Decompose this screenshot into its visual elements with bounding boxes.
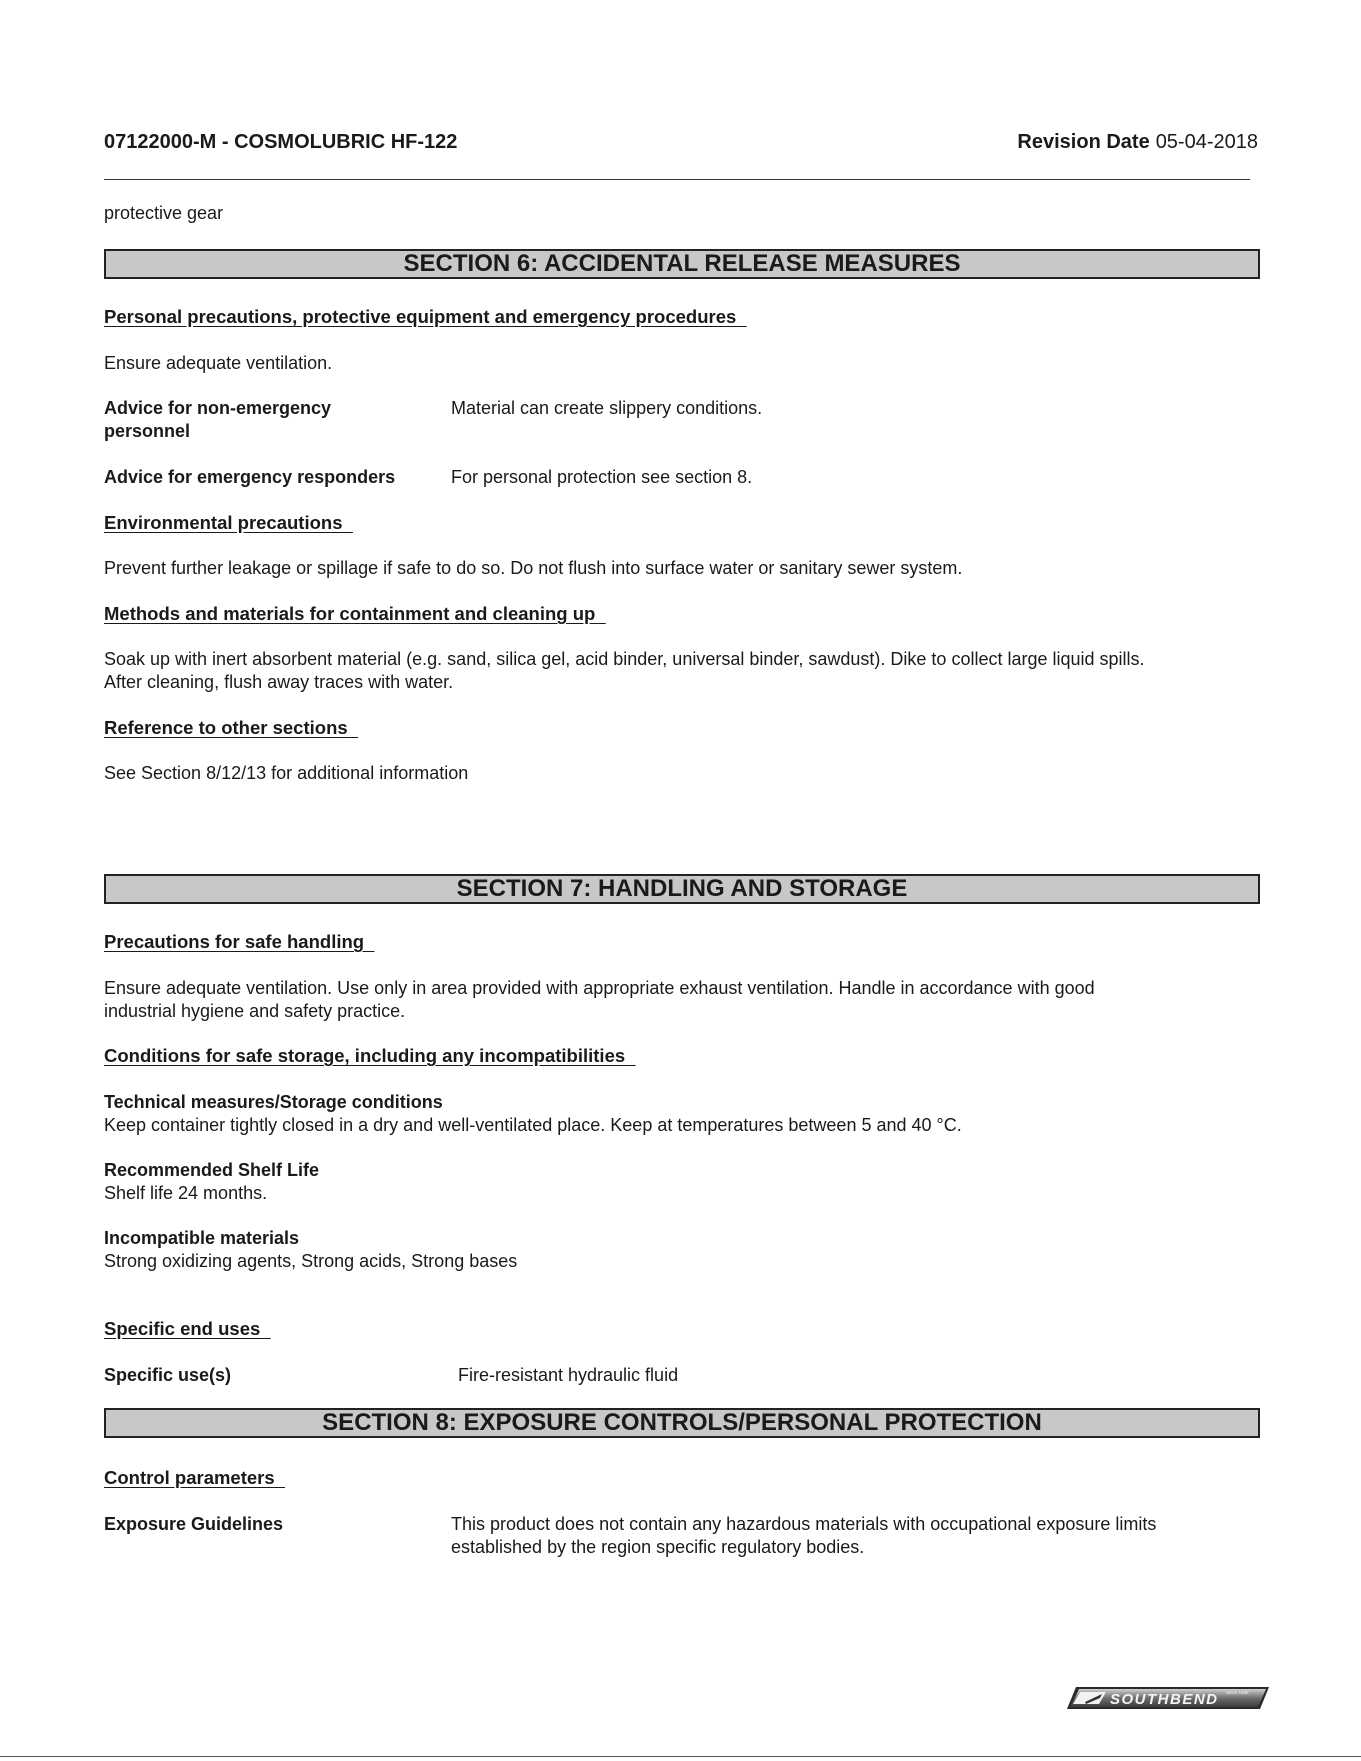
environmental-precautions-heading: Environmental precautions <box>104 512 343 533</box>
containment-text-line1: Soak up with inert absorbent material (e.g. sand, silica gel, acid binder, universal binder, sawdust). Dike to collect large liquid spills. <box>104 649 1145 669</box>
southbend-logo <box>1066 1686 1270 1710</box>
section-6-header: SECTION 6: ACCIDENTAL RELEASE MEASURES <box>104 249 1260 279</box>
carryover-text: protective gear <box>104 203 224 223</box>
personal-precautions-text: Ensure adequate ventilation. <box>104 353 333 373</box>
personal-precautions-heading: Personal precautions, protective equipment and emergency procedures <box>104 306 737 327</box>
technical-measures-label: Technical measures/Storage conditions <box>104 1092 443 1112</box>
exposure-guidelines-text-line1: This product does not contain any hazardous materials with occupational exposure limits <box>451 1514 1157 1534</box>
revision-date-label: Revision Date <box>1017 131 1150 153</box>
containment-text-line2: After cleaning, flush away traces with water. <box>104 672 454 692</box>
technical-measures-text: Keep container tightly closed in a dry and well-ventilated place. Keep at temperatures between 5 and 40 °C. <box>104 1115 962 1135</box>
environmental-precautions-text: Prevent further leakage or spillage if safe to do so. Do not flush into surface water or sanitary sewer system. <box>104 558 963 578</box>
specific-use-value: Fire-resistant hydraulic fluid <box>458 1365 679 1385</box>
exposure-guidelines-label: Exposure Guidelines <box>104 1514 284 1534</box>
specific-end-uses-heading: Specific end uses <box>104 1318 261 1339</box>
revision-date-value: 05-04-2018 <box>1155 131 1258 153</box>
reference-text: See Section 8/12/13 for additional information <box>104 763 469 783</box>
safe-storage-heading: Conditions for safe storage, including any incompatibilities <box>104 1045 626 1066</box>
document-product-id: 07122000-M - COSMOLUBRIC HF-122 <box>104 131 458 153</box>
non-emergency-label-cont: personnel <box>104 421 191 441</box>
non-emergency-label: Advice for non-emergency <box>104 398 332 418</box>
control-parameters-heading: Control parameters <box>104 1467 275 1488</box>
footer-edge-line <box>0 1756 1361 1757</box>
containment-heading: Methods and materials for containment and cleaning up <box>104 603 596 624</box>
incompatible-materials-text: Strong oxidizing agents, Strong acids, Strong bases <box>104 1251 518 1271</box>
reference-heading: Reference to other sections <box>104 717 348 738</box>
revision-date <box>1017 131 1258 154</box>
safe-handling-text-line1: Ensure adequate ventilation. Use only in area provided with appropriate exhaust ventilation. Handle in accordance with good <box>104 978 1095 998</box>
emergency-responders-value: For personal protection see section 8. <box>451 467 753 487</box>
non-emergency-value: Material can create slippery conditions. <box>451 398 763 418</box>
safe-handling-heading: Precautions for safe handling <box>104 931 365 952</box>
shelf-life-text: Shelf life 24 months. <box>104 1183 268 1203</box>
section-8-header: SECTION 8: EXPOSURE CONTROLS/PERSONAL PROTECTION <box>104 1408 1260 1438</box>
logo-since: Since 1898 <box>1226 1690 1249 1695</box>
specific-use-label: Specific use(s) <box>104 1365 232 1385</box>
section-7-header: SECTION 7: HANDLING AND STORAGE <box>104 874 1260 904</box>
logo-wordmark: SOUTHBEND <box>1110 1691 1219 1708</box>
safe-handling-text-line2: industrial hygiene and safety practice. <box>104 1001 406 1021</box>
incompatible-materials-label: Incompatible materials <box>104 1228 300 1248</box>
exposure-guidelines-text-line2: established by the region specific regulatory bodies. <box>451 1537 865 1557</box>
shelf-life-label: Recommended Shelf Life <box>104 1160 320 1180</box>
emergency-responders-label: Advice for emergency responders <box>104 467 396 487</box>
header-divider <box>104 179 1250 180</box>
